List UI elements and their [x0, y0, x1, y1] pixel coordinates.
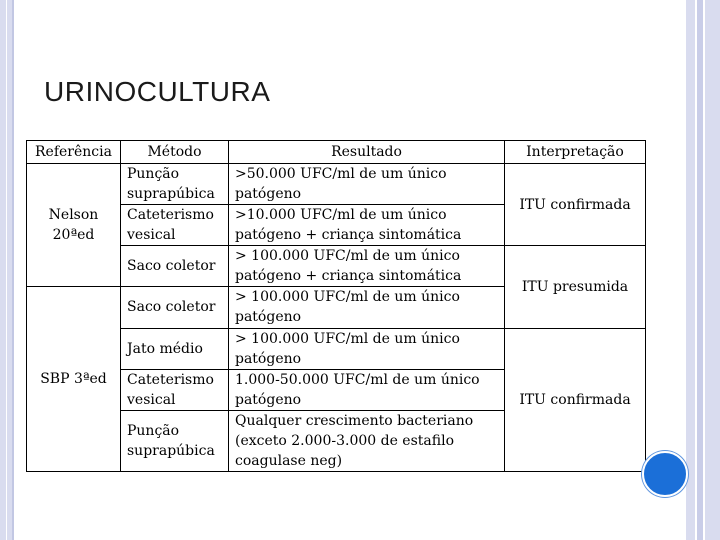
header-reference: Referência	[27, 141, 121, 164]
method-cell: Saco coletor	[121, 246, 229, 287]
interpretation-cell-confirmed-sbp: ITU confirmada	[505, 328, 646, 472]
header-method: Método	[121, 141, 229, 164]
header-interpretation: Interpretação	[505, 141, 646, 164]
right-border-decoration	[686, 0, 720, 540]
interpretation-cell-confirmed: ITU confirmada	[505, 164, 646, 246]
result-cell: > 100.000 UFC/ml de um único patógeno + criança sintomática	[229, 246, 505, 287]
blue-circle-decoration	[642, 451, 688, 497]
reference-cell-nelson: Nelson 20ªed	[27, 164, 121, 287]
slide-title: URINOCULTURA	[44, 76, 271, 107]
method-cell: Punção suprapúbica	[121, 410, 229, 471]
result-cell: >10.000 UFC/ml de um único patógeno + criança sintomática	[229, 205, 505, 246]
method-cell: Punção suprapúbica	[121, 164, 229, 205]
urine-culture-table	[26, 140, 646, 472]
table-row	[27, 164, 646, 205]
method-cell: Jato médio	[121, 328, 229, 369]
method-cell: Cateterismo vesical	[121, 369, 229, 410]
interpretation-cell-presumed: ITU presumida	[505, 246, 646, 328]
result-cell: > 100.000 UFC/ml de um único patógeno	[229, 287, 505, 328]
result-cell: > 100.000 UFC/ml de um único patógeno	[229, 328, 505, 369]
table-header-row	[27, 141, 646, 164]
reference-cell-sbp: SBP 3ªed	[27, 287, 121, 472]
result-cell: 1.000-50.000 UFC/ml de um único patógeno	[229, 369, 505, 410]
method-cell: Saco coletor	[121, 287, 229, 328]
header-result: Resultado	[229, 141, 505, 164]
result-cell: Qualquer crescimento bacteriano (exceto 2.000-3.000 de estafilo coagulase neg)	[229, 410, 505, 471]
method-cell: Cateterismo vesical	[121, 205, 229, 246]
result-cell: >50.000 UFC/ml de um único patógeno	[229, 164, 505, 205]
left-border-decoration	[0, 0, 14, 540]
